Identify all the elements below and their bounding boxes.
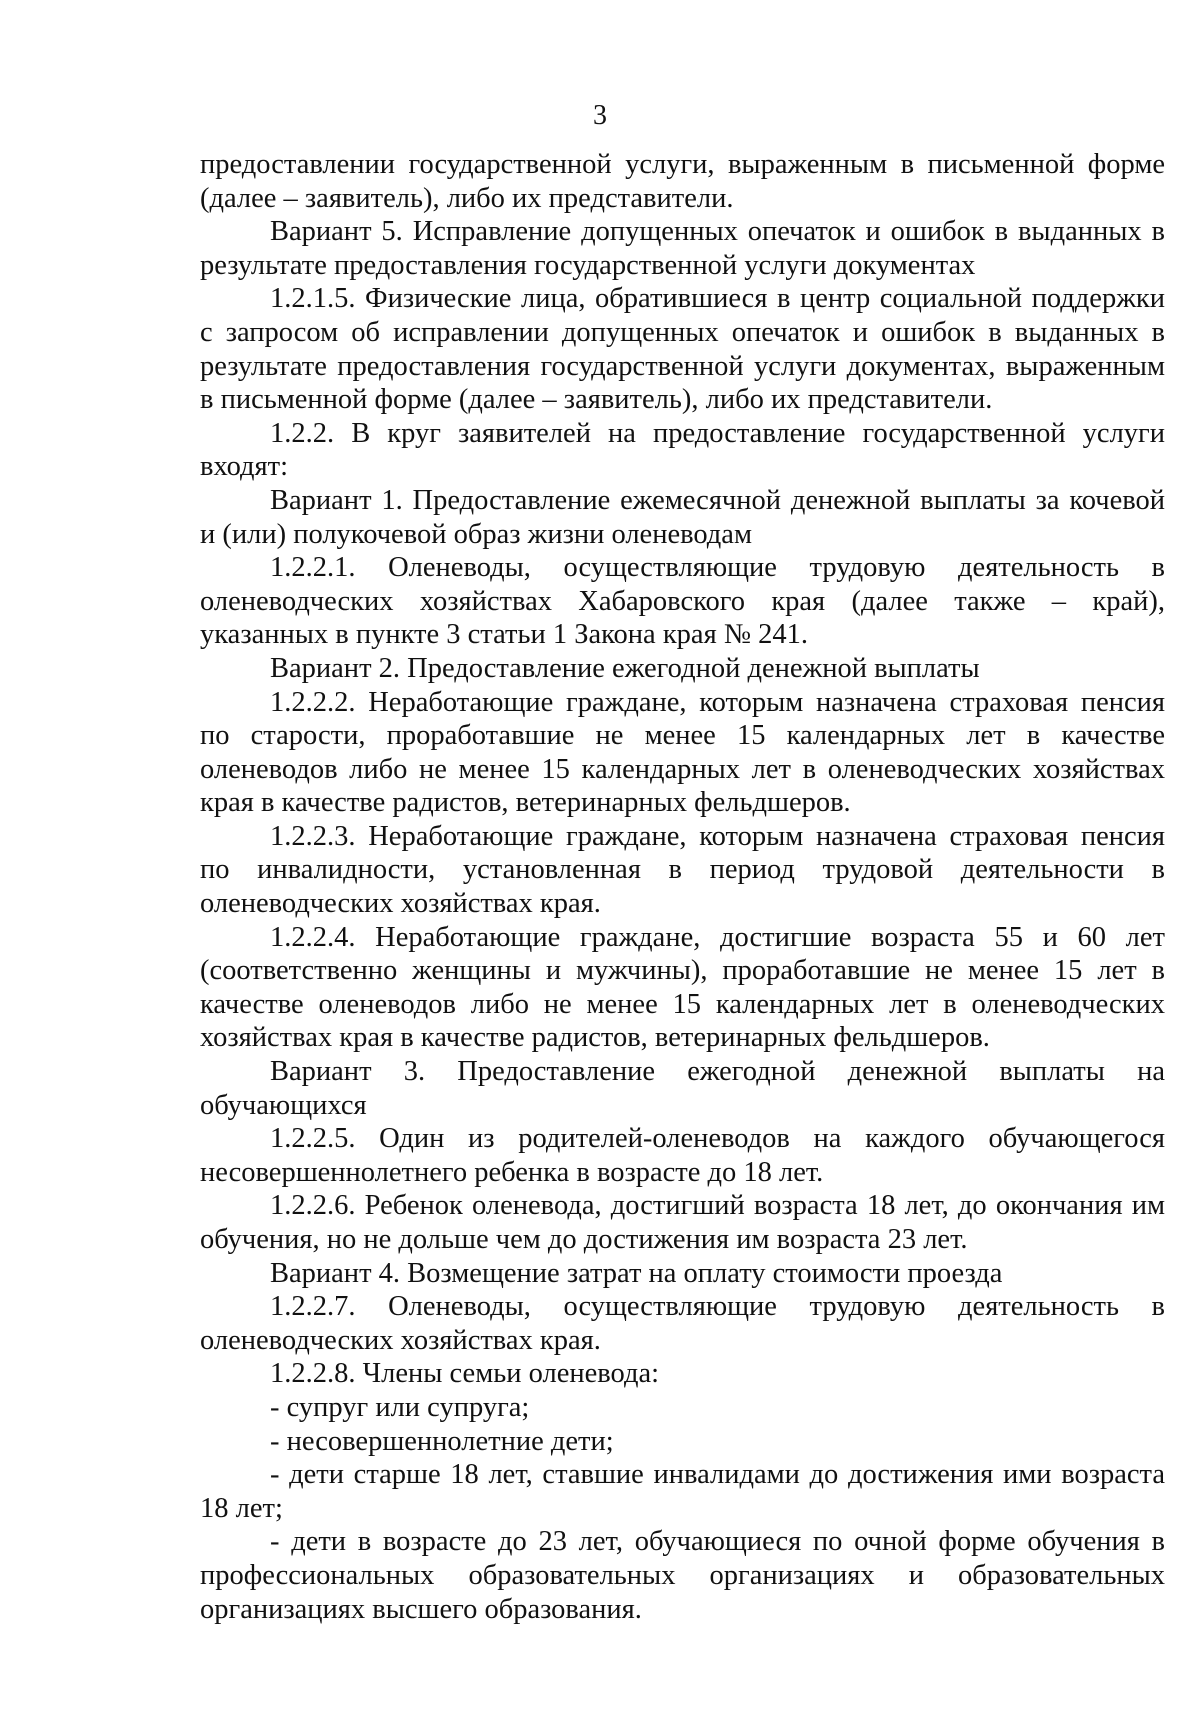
clause-1-2-2-3: 1.2.2.3. Неработающие граждане, которым назначена страховая пенсия по инвалидности, установленная в период трудовой деятельности в оленеводческих хозяйствах края.	[200, 820, 1165, 920]
paragraph-continuation: предоставлении государственной услуги, выраженным в письменной форме (далее – заявитель), либо их представители.	[200, 149, 1165, 214]
clause-1-2-2-4: 1.2.2.4. Неработающие граждане, достигшие возраста 55 и 60 лет (соответственно женщины и мужчины), проработавшие не менее 15 лет в качестве оленеводов либо не менее 15 календарных лет в оленеводческих хозяйствах края в качестве радистов, ветеринарных фельдшеров.	[200, 921, 1165, 1054]
clause-1-2-2-5: 1.2.2.5. Один из родителей-оленеводов на каждого обучающегося несовершеннолетнего ребенка в возрасте до 18 лет.	[200, 1123, 1165, 1188]
document-body	[200, 148, 1165, 1626]
list-item: - дети старше 18 лет, ставшие инвалидами до достижения ими возраста 18 лет;	[200, 1459, 1165, 1524]
page-number: 3	[593, 100, 607, 131]
variant-2-heading: Вариант 2. Предоставление ежегодной денежной выплаты	[270, 652, 980, 684]
variant-4-heading: Вариант 4. Возмещение затрат на оплату стоимости проезда	[270, 1257, 1003, 1289]
clause-1-2-1-5: 1.2.1.5. Физические лица, обратившиеся в центр социальной поддержки с запросом об исправлении допущенных опечаток и ошибок в выданных в результате предоставления государственной услуги документах, выраженным в письменной форме (далее – заявитель), либо их представители.	[200, 283, 1165, 416]
list-item: - дети в возрасте до 23 лет, обучающиеся по очной форме обучения в профессиональных образовательных организациях и образовательных организациях высшего образования.	[200, 1526, 1165, 1625]
list-item: - супруг или супруга;	[270, 1391, 530, 1423]
list-item: - несовершеннолетние дети;	[270, 1425, 614, 1457]
clause-1-2-2-2: 1.2.2.2. Неработающие граждане, которым назначена страховая пенсия по старости, проработавшие не менее 15 календарных лет в качестве оленеводов либо не менее 15 календарных лет в оленеводческих хозяйствах края в качестве радистов, ветеринарных фельдшеров.	[200, 686, 1165, 819]
variant-1-heading: Вариант 1. Предоставление ежемесячной денежной выплаты за кочевой и (или) полукочевой образ жизни оленеводам	[200, 484, 1165, 550]
clause-1-2-2-6: 1.2.2.6. Ребенок оленевода, достигший возраста 18 лет, до окончания им обучения, но не дольше чем до достижения им возраста 23 лет.	[200, 1190, 1165, 1255]
clause-1-2-2-1: 1.2.2.1. Оленеводы, осуществляющие трудовую деятельность в оленеводческих хозяйствах Хабаровского края (далее также – край), указанных в пункте 3 статьи 1 Закона края № 241.	[200, 552, 1165, 651]
clause-1-2-2-7: 1.2.2.7. Оленеводы, осуществляющие трудовую деятельность в оленеводческих хозяйствах края.	[200, 1291, 1165, 1356]
variant-5-heading: Вариант 5. Исправление допущенных опечаток и ошибок в выданных в результате предоставления государственной услуги документах	[200, 216, 1165, 281]
variant-3-heading: Вариант 3. Предоставление ежегодной денежной выплаты на обучающихся	[200, 1056, 1165, 1121]
clause-1-2-2-8: 1.2.2.8. Члены семьи оленевода:	[270, 1358, 660, 1390]
clause-1-2-2: 1.2.2. В круг заявителей на предоставление государственной услуги входят:	[200, 417, 1165, 483]
